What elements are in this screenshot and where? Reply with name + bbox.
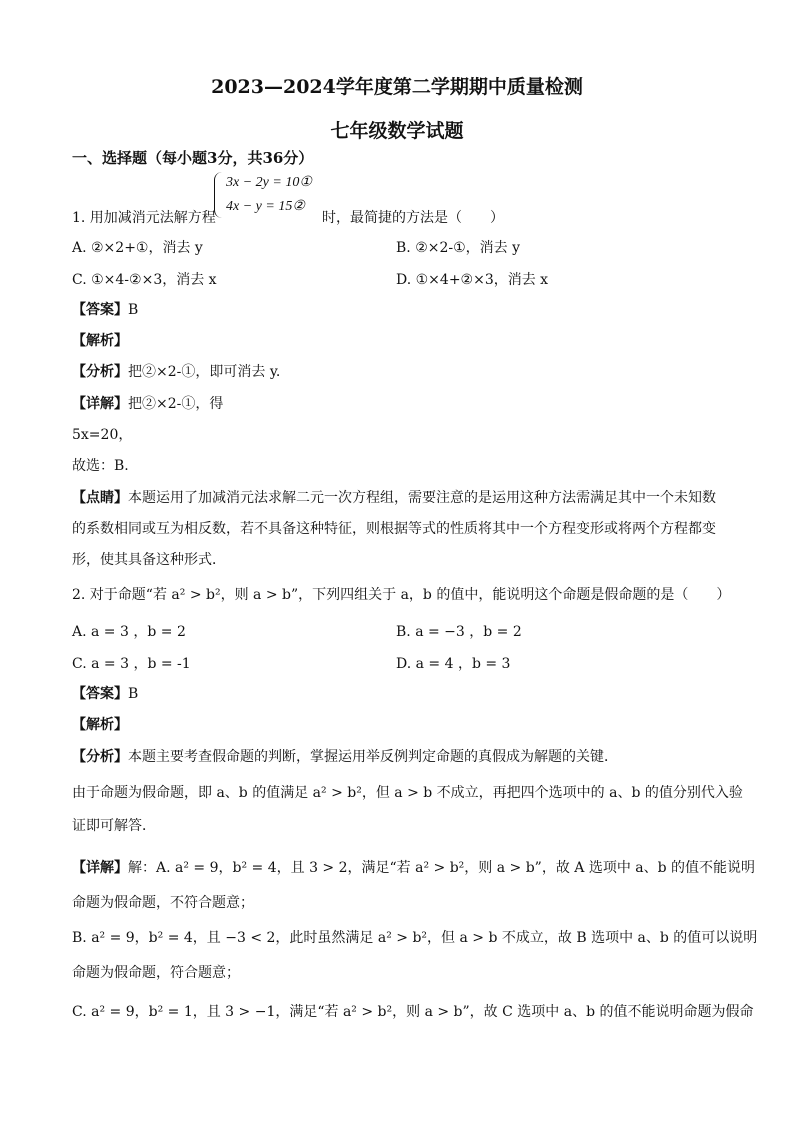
q2-detail-a-text: 解：A. a² = 9，b² = 4，且 3 > 2，满足“若 a² > b²，则 a > b”，故 A 选项中 a、b 的值不能说明: [128, 860, 756, 876]
q1-option-a: A. ②×2+①，消去 y: [72, 240, 203, 256]
q1-fenxi-text: 把②×2-①，即可消去 y.: [128, 364, 281, 380]
q2-detail-b-line-2: 命题为假命题，符合题意；: [72, 965, 240, 981]
q2-answer-tag: 【答案】: [72, 686, 128, 702]
q1-detail: [72, 394, 223, 414]
q1-note-text-1: 本题运用了加减消元法求解二元一次方程组，需要注意的是运用这种方法需满足其中一个未知数: [128, 490, 716, 506]
q1-option-d: D. ①×4+②×3，消去 x: [396, 272, 549, 288]
q2-detail-b-line-1: B. a² = 9，b² = 4，且 −3 < 2，此时虽然满足 a² > b²，但 a > b 不成立，故 B 选项中 a、b 的值可以说明: [72, 930, 758, 946]
q2-para-line-1: 由于命题为假命题，即 a、b 的值满足 a² > b²，但 a > b 不成立，再把四个选项中的 a、b 的值分别代入验: [72, 785, 743, 801]
q2-option-a: A. a = 3 ，b = 2: [72, 624, 186, 640]
q1-detail-text: 把②×2-①，得: [128, 396, 224, 412]
system-equation-2: 4x − y = 15②: [226, 199, 305, 214]
page-subtitle: 七年级数学试题: [330, 120, 464, 142]
q2-answer: [72, 684, 138, 704]
q1-analysis-tag: 【解析】: [72, 333, 128, 349]
q2-detail-tag: 【详解】: [72, 860, 128, 876]
q1-note-tag: 【点睛】: [72, 490, 128, 506]
q1-option-c: C. ①×4-②×3，消去 x: [72, 272, 217, 288]
q2-option-d: D. a = 4 ，b = 3: [396, 656, 511, 672]
system-equation-1: 3x − 2y = 10①: [226, 175, 312, 190]
q2-detail-a-line-2: 命题为假命题，不符合题意；: [72, 895, 254, 911]
q1-step-2: 故选：B.: [72, 458, 129, 474]
q1-answer: [72, 300, 138, 320]
q2-fenxi-tag: 【分析】: [72, 749, 128, 765]
q2-detail-c-line-1: C. a² = 9，b² = 1，且 3 > −1，满足“若 a² > b²，则 a > b”，故 C 选项中 a、b 的值不能说明命题为假命: [72, 1004, 754, 1020]
q1-stem-post: 时，最简捷的方法是（ ）: [322, 210, 504, 226]
q2-detail-a-line-1: [72, 858, 755, 878]
q1-fenxi: [72, 362, 280, 382]
q1-detail-tag: 【详解】: [72, 396, 128, 412]
q1-note-line-2: 的系数相同或互为相反数，若不具备这种特征，则根据等式的性质将其中一个方程变形或将两个方程都变: [72, 521, 716, 537]
section-heading-choice: 一、选择题（每小题3分，共36分）: [72, 149, 314, 167]
q1-fenxi-tag: 【分析】: [72, 364, 128, 380]
q2-analysis-tag: 【解析】: [72, 717, 128, 733]
q1-step-1: 5x=20，: [72, 427, 133, 443]
q2-para-line-2: 证即可解答．: [72, 818, 156, 834]
q1-note-line-1: [72, 488, 716, 508]
q1-answer-tag: 【答案】: [72, 302, 128, 318]
q2-fenxi: [72, 747, 618, 767]
q1-answer-value: B: [128, 302, 139, 318]
q2-answer-value: B: [128, 686, 139, 702]
q2-stem: 2. 对于命题“若 a² > b²，则 a > b”，下列四组关于 a，b 的值中，能说明这个命题是假命题的是（ ）: [72, 587, 731, 603]
q1-note-line-3: 形，使其具备这种形式．: [72, 552, 226, 568]
q1-stem-pre: 1. 用加减消元法解方程: [72, 210, 216, 226]
page-title: 2023—2024学年度第二学期期中质量检测: [211, 76, 583, 98]
q2-option-c: C. a = 3 ，b = -1: [72, 656, 191, 672]
q2-option-b: B. a = −3 ，b = 2: [396, 624, 522, 640]
q2-fenxi-text: 本题主要考查假命题的判断，掌握运用举反例判定命题的真假成为解题的关键．: [128, 749, 618, 765]
q1-option-b: B. ②×2-①，消去 y: [396, 240, 521, 256]
